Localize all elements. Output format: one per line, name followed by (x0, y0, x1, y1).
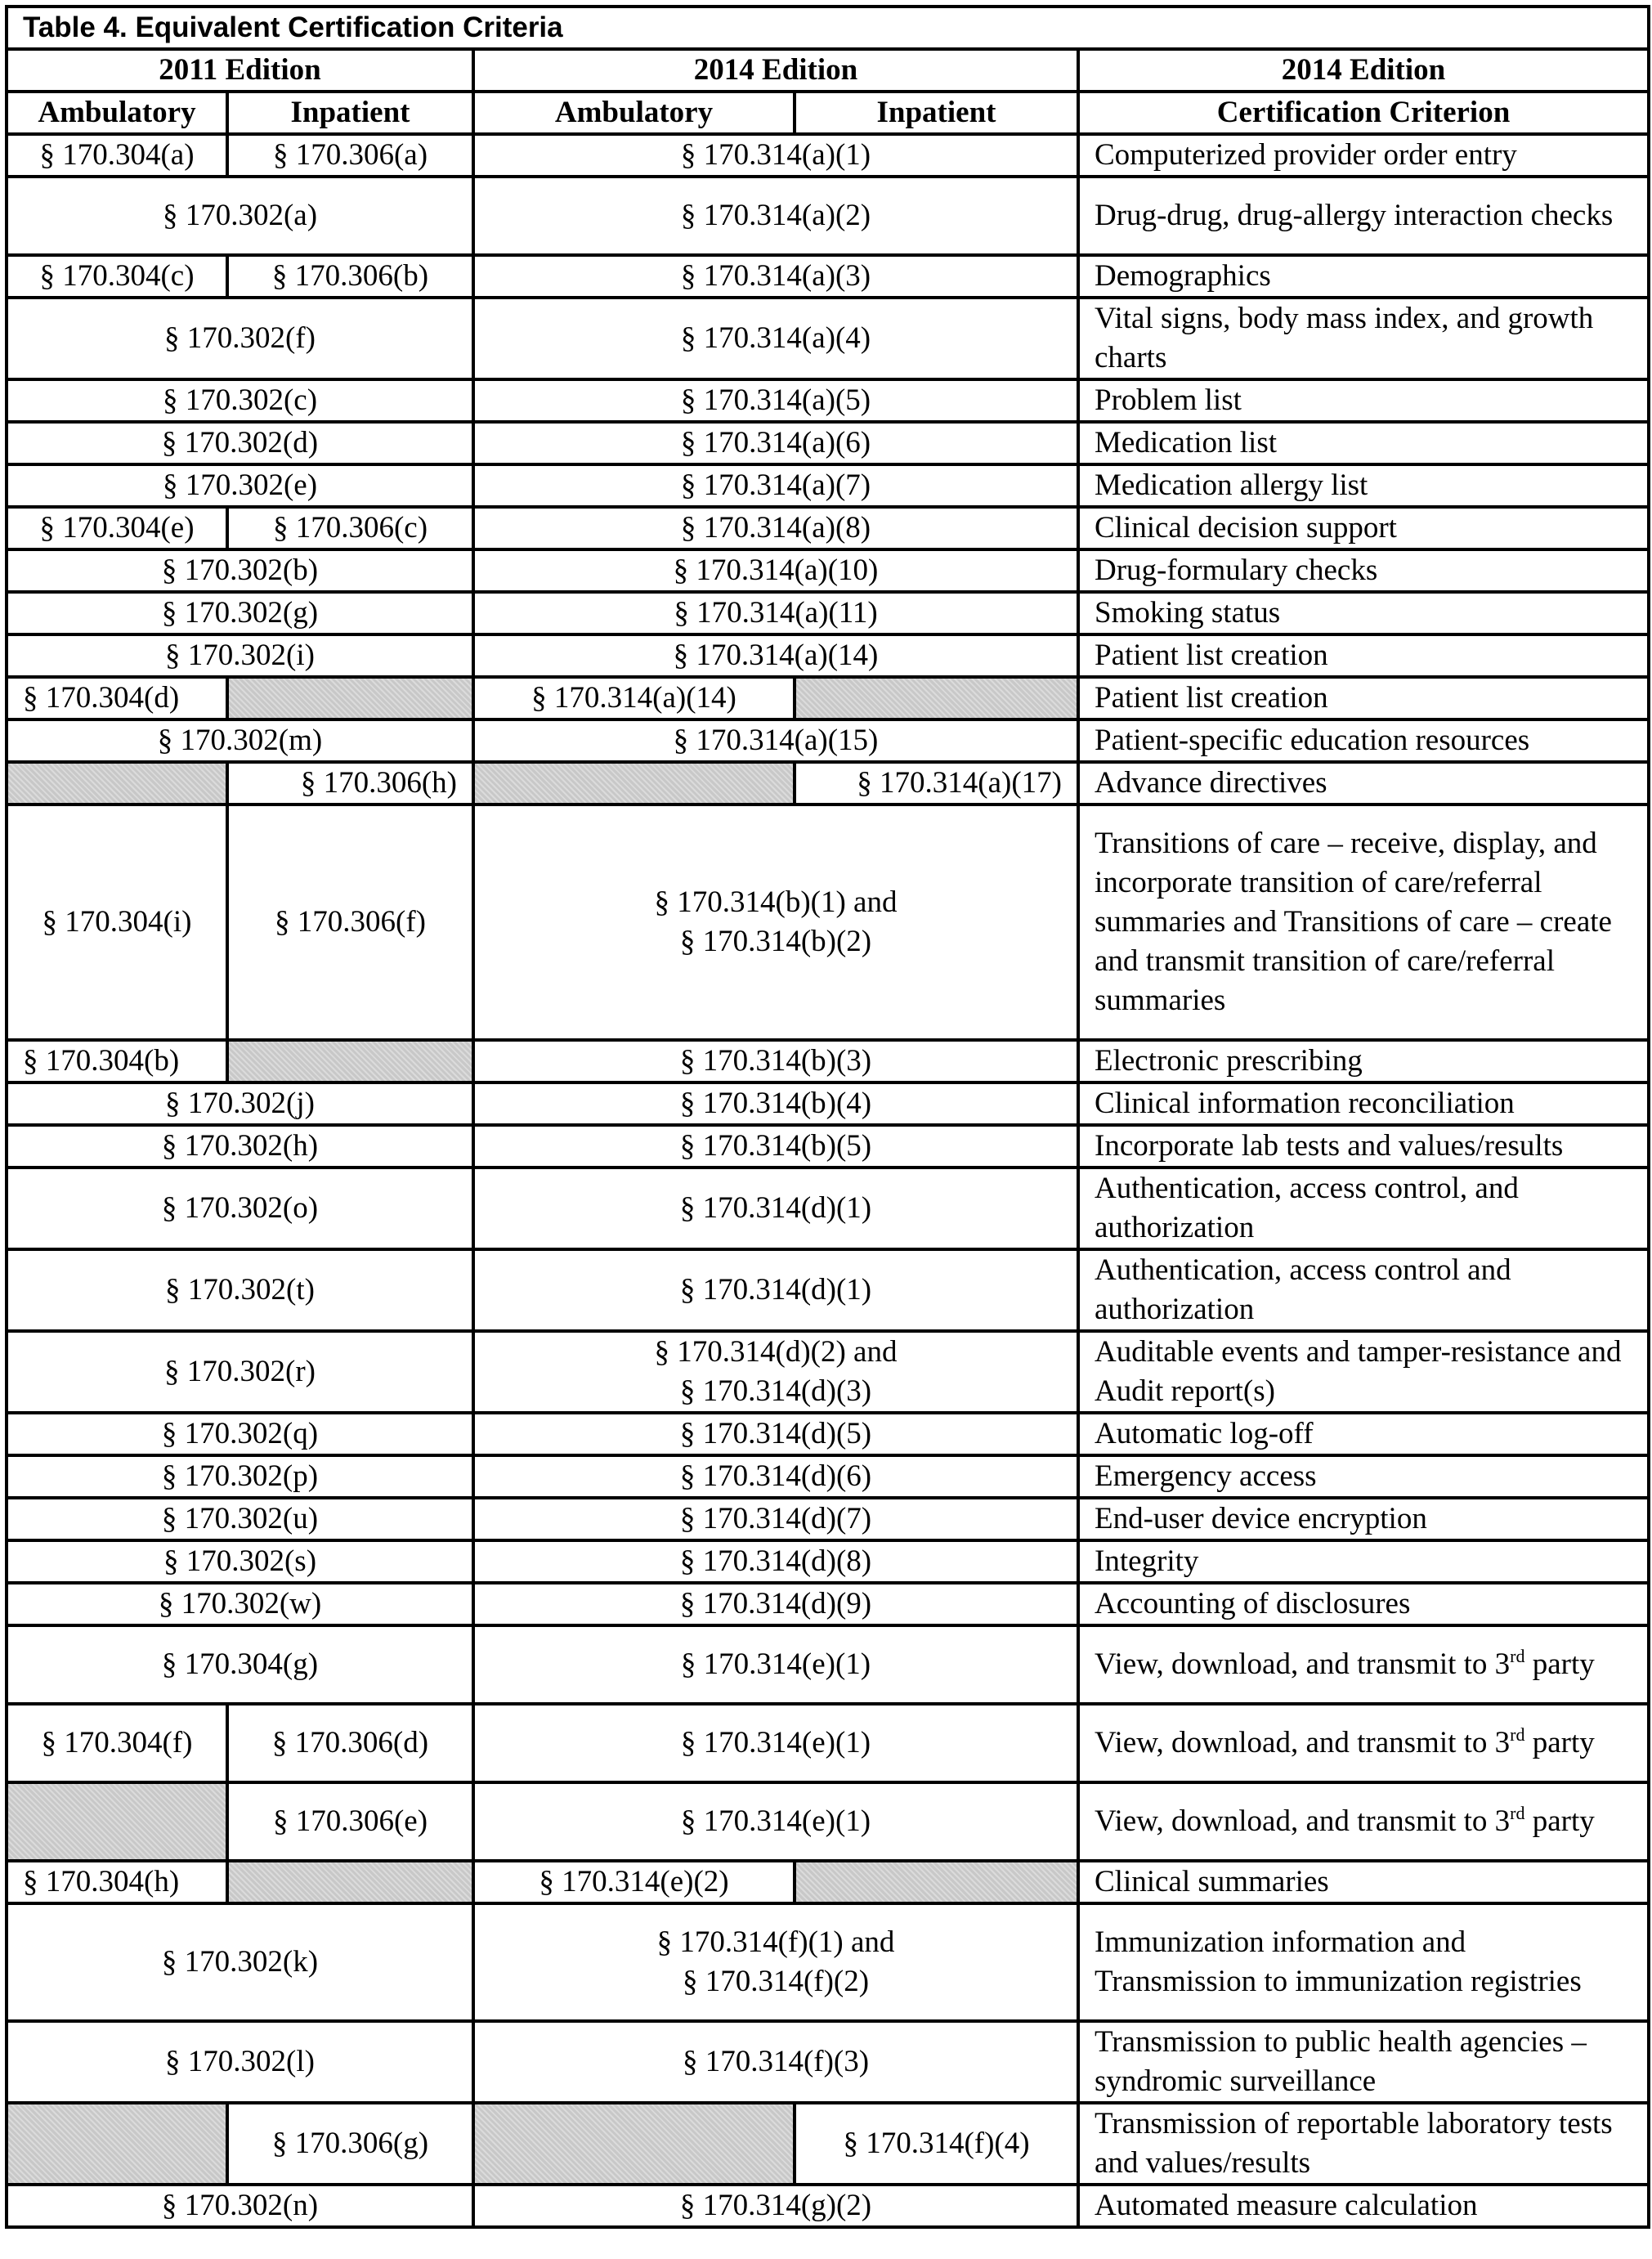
cell-2014-line-2: § 170.314(b)(2) (679, 925, 872, 958)
table-row (7, 1168, 1649, 1249)
cell-2014-edition: § 170.314(a)(11) (473, 592, 1078, 634)
table-row (7, 379, 1649, 422)
cell-criterion: Medication list (1078, 422, 1649, 464)
cell-criterion: Patient list creation (1078, 634, 1649, 677)
cell-2011-edition: § 170.302(r) (7, 1331, 473, 1413)
cell-2011-ambulatory: § 170.304(f) (7, 1704, 227, 1782)
cell-criterion: Electronic prescribing (1078, 1040, 1649, 1082)
cell-2011-edition: § 170.302(s) (7, 1540, 473, 1583)
criterion-superscript: rd (1510, 1646, 1525, 1666)
cell-2011-edition: § 170.302(t) (7, 1249, 473, 1331)
cell-2014-edition: § 170.314(a)(10) (473, 549, 1078, 592)
cell-2014-ambulatory: § 170.314(e)(2) (473, 1861, 795, 1903)
cell-2011-inpatient: § 170.306(f) (227, 805, 473, 1040)
cell-2014-edition: § 170.314(d)(7) (473, 1498, 1078, 1540)
cell-criterion: Auditable events and tamper-resistance and Audit report(s) (1078, 1331, 1649, 1413)
table-row (7, 549, 1649, 592)
criterion-superscript: rd (1510, 1803, 1525, 1823)
cell-criterion: Demographics (1078, 255, 1649, 298)
table-row (7, 1331, 1649, 1413)
cell-criterion: Drug-drug, drug-allergy interaction checks (1078, 177, 1649, 255)
cell-2014-edition (473, 1903, 1078, 2021)
cell-criterion: Incorporate lab tests and values/results (1078, 1125, 1649, 1168)
shaded-cell (227, 677, 473, 719)
cell-criterion: Authentication, access control, and authorization (1078, 1168, 1649, 1249)
cell-2014-inpatient: § 170.314(f)(4) (795, 2103, 1078, 2185)
cell-criterion: Problem list (1078, 379, 1649, 422)
table-row (7, 1903, 1649, 2021)
cell-2011-edition: § 170.302(o) (7, 1168, 473, 1249)
table-row (7, 507, 1649, 549)
cell-2011-inpatient: § 170.306(c) (227, 507, 473, 549)
header-row-editions (7, 49, 1649, 92)
cell-2011-edition: § 170.302(l) (7, 2021, 473, 2103)
cell-criterion: Immunization information and Transmission to immunization registries (1078, 1903, 1649, 2021)
criterion-superscript: rd (1510, 1724, 1525, 1745)
cell-2014-line-1: § 170.314(d)(2) and (654, 1335, 898, 1369)
table-row (7, 677, 1649, 719)
cell-2014-edition: § 170.314(a)(15) (473, 719, 1078, 762)
cell-2014-edition (473, 805, 1078, 1040)
table-row (7, 1625, 1649, 1704)
cell-2011-edition: § 170.302(j) (7, 1082, 473, 1125)
header-2011-inpatient: Inpatient (227, 92, 473, 134)
shaded-cell (227, 1861, 473, 1903)
table-row (7, 177, 1649, 255)
table-row (7, 2103, 1649, 2185)
cell-2011-ambulatory: § 170.304(e) (7, 507, 227, 549)
cell-2014-edition: § 170.314(d)(1) (473, 1168, 1078, 1249)
table-row (7, 1455, 1649, 1498)
cell-2011-edition: § 170.302(a) (7, 177, 473, 255)
shaded-cell (795, 1861, 1078, 1903)
table-row (7, 1249, 1649, 1331)
cell-2014-edition: § 170.314(a)(5) (473, 379, 1078, 422)
cell-criterion: Automatic log-off (1078, 1413, 1649, 1455)
cell-2011-inpatient: § 170.306(g) (227, 2103, 473, 2185)
cell-2014-edition: § 170.314(e)(1) (473, 1782, 1078, 1861)
cell-2011-edition: § 170.302(f) (7, 298, 473, 379)
cell-2014-edition (473, 1331, 1078, 1413)
header-row-settings (7, 92, 1649, 134)
header-certification-criterion: Certification Criterion (1078, 92, 1649, 134)
cell-2011-edition: § 170.302(e) (7, 464, 473, 507)
cell-2014-edition: § 170.314(d)(8) (473, 1540, 1078, 1583)
cell-2011-inpatient: § 170.306(e) (227, 1782, 473, 1861)
cell-criterion (1078, 1625, 1649, 1704)
cell-2011-inpatient: § 170.306(b) (227, 255, 473, 298)
table-row (7, 719, 1649, 762)
cell-2011-ambulatory: § 170.304(i) (7, 805, 227, 1040)
cell-2011-inpatient: § 170.306(h) (227, 762, 473, 805)
table-row (7, 634, 1649, 677)
cell-2011-edition: § 170.302(g) (7, 592, 473, 634)
table-title: Table 4. Equivalent Certification Criteria (7, 7, 1649, 49)
cell-2011-edition: § 170.302(b) (7, 549, 473, 592)
cell-2011-edition: § 170.302(k) (7, 1903, 473, 2021)
cell-2014-edition: § 170.314(a)(6) (473, 422, 1078, 464)
table-row (7, 1540, 1649, 1583)
shaded-cell (7, 762, 227, 805)
header-2014-inpatient: Inpatient (795, 92, 1078, 134)
shaded-cell (7, 2103, 227, 2185)
cell-2014-ambulatory: § 170.314(a)(14) (473, 677, 795, 719)
cell-criterion: Patient list creation (1078, 677, 1649, 719)
cell-criterion: Drug-formulary checks (1078, 549, 1649, 592)
table-row (7, 1782, 1649, 1861)
header-2011-edition: 2011 Edition (7, 49, 473, 92)
cell-criterion: Transmission to public health agencies – syndromic surveillance (1078, 2021, 1649, 2103)
shaded-cell (473, 762, 795, 805)
cell-2011-ambulatory: § 170.304(d) (7, 677, 227, 719)
table-row (7, 422, 1649, 464)
cell-criterion: Clinical information reconciliation (1078, 1082, 1649, 1125)
header-2014-edition: 2014 Edition (473, 49, 1078, 92)
cell-2014-edition: § 170.314(a)(7) (473, 464, 1078, 507)
cell-criterion: Transitions of care – receive, display, and incorporate transition of care/referral summaries and Transitions of care – create and transmit transition of care/referral summaries (1078, 805, 1649, 1040)
cell-2011-inpatient: § 170.306(d) (227, 1704, 473, 1782)
table-row (7, 1413, 1649, 1455)
cell-2014-line-2: § 170.314(f)(2) (682, 1965, 870, 1998)
cell-2014-edition: § 170.314(a)(4) (473, 298, 1078, 379)
cell-2011-edition: § 170.302(c) (7, 379, 473, 422)
table-row (7, 1861, 1649, 1903)
cell-2014-edition: § 170.314(d)(6) (473, 1455, 1078, 1498)
table-row (7, 1583, 1649, 1625)
criterion-text: View, download, and transmit to 3 (1095, 1804, 1511, 1838)
table-row (7, 2185, 1649, 2227)
cell-2014-edition: § 170.314(a)(1) (473, 134, 1078, 177)
cell-criterion: Computerized provider order entry (1078, 134, 1649, 177)
criterion-text: View, download, and transmit to 3 (1095, 1726, 1511, 1759)
header-2014-ambulatory: Ambulatory (473, 92, 795, 134)
cell-2014-edition: § 170.314(d)(9) (473, 1583, 1078, 1625)
cell-2011-inpatient: § 170.306(a) (227, 134, 473, 177)
cell-2011-ambulatory: § 170.304(c) (7, 255, 227, 298)
cell-2011-edition: § 170.302(n) (7, 2185, 473, 2227)
cell-2014-edition: § 170.314(b)(4) (473, 1082, 1078, 1125)
cell-criterion: Integrity (1078, 1540, 1649, 1583)
table-row (7, 2021, 1649, 2103)
table-caption-row (7, 7, 1649, 49)
cell-2014-edition: § 170.314(a)(14) (473, 634, 1078, 677)
table-row (7, 298, 1649, 379)
table-row (7, 464, 1649, 507)
cell-criterion: Advance directives (1078, 762, 1649, 805)
shaded-cell (7, 1782, 227, 1861)
cell-2014-edition: § 170.314(d)(5) (473, 1413, 1078, 1455)
cell-criterion: Patient-specific education resources (1078, 719, 1649, 762)
cell-criterion: Smoking status (1078, 592, 1649, 634)
cell-criterion: Accounting of disclosures (1078, 1583, 1649, 1625)
criterion-text-continued: party (1524, 1647, 1595, 1681)
cell-2011-edition: § 170.302(p) (7, 1455, 473, 1498)
cell-criterion: Clinical decision support (1078, 507, 1649, 549)
cell-2014-inpatient: § 170.314(a)(17) (795, 762, 1078, 805)
cell-criterion: Automated measure calculation (1078, 2185, 1649, 2227)
criterion-text-continued: party (1524, 1804, 1595, 1838)
shaded-cell (795, 677, 1078, 719)
table-row (7, 134, 1649, 177)
table-row (7, 805, 1649, 1040)
cell-2014-edition: § 170.314(a)(3) (473, 255, 1078, 298)
cell-2014-edition: § 170.314(a)(2) (473, 177, 1078, 255)
cell-criterion: End-user device encryption (1078, 1498, 1649, 1540)
cell-criterion: Emergency access (1078, 1455, 1649, 1498)
table-row (7, 1040, 1649, 1082)
cell-criterion (1078, 1782, 1649, 1861)
cell-2011-edition: § 170.302(w) (7, 1583, 473, 1625)
cell-2014-edition: § 170.314(e)(1) (473, 1704, 1078, 1782)
cell-criterion: Authentication, access control and authorization (1078, 1249, 1649, 1331)
cell-criterion: Medication allergy list (1078, 464, 1649, 507)
cell-criterion: Clinical summaries (1078, 1861, 1649, 1903)
shaded-cell (473, 2103, 795, 2185)
table-row (7, 1498, 1649, 1540)
table-row (7, 762, 1649, 805)
cell-2011-edition: § 170.302(m) (7, 719, 473, 762)
cell-2014-line-2: § 170.314(d)(3) (679, 1374, 872, 1408)
criterion-text: View, download, and transmit to 3 (1095, 1647, 1511, 1681)
equivalent-certification-criteria-table (5, 5, 1650, 2229)
table-row (7, 1704, 1649, 1782)
cell-2014-edition: § 170.314(b)(3) (473, 1040, 1078, 1082)
cell-2014-edition: § 170.314(e)(1) (473, 1625, 1078, 1704)
cell-2014-line-1: § 170.314(b)(1) and (654, 885, 898, 919)
cell-2014-edition: § 170.314(a)(8) (473, 507, 1078, 549)
cell-criterion: Transmission of reportable laboratory tests and values/results (1078, 2103, 1649, 2185)
cell-criterion: Vital signs, body mass index, and growth charts (1078, 298, 1649, 379)
cell-2011-edition: § 170.304(g) (7, 1625, 473, 1704)
table-row (7, 1125, 1649, 1168)
cell-2014-edition: § 170.314(g)(2) (473, 2185, 1078, 2227)
cell-2014-edition: § 170.314(f)(3) (473, 2021, 1078, 2103)
cell-2011-ambulatory: § 170.304(h) (7, 1861, 227, 1903)
cell-2014-edition: § 170.314(b)(5) (473, 1125, 1078, 1168)
header-2011-ambulatory: Ambulatory (7, 92, 227, 134)
criterion-text-continued: party (1524, 1726, 1595, 1759)
table-row (7, 1082, 1649, 1125)
shaded-cell (227, 1040, 473, 1082)
cell-2011-edition: § 170.302(h) (7, 1125, 473, 1168)
cell-2011-ambulatory: § 170.304(a) (7, 134, 227, 177)
table-row (7, 592, 1649, 634)
cell-2011-edition: § 170.302(i) (7, 634, 473, 677)
cell-2011-edition: § 170.302(q) (7, 1413, 473, 1455)
cell-2011-edition: § 170.302(d) (7, 422, 473, 464)
cell-2011-edition: § 170.302(u) (7, 1498, 473, 1540)
table-row (7, 255, 1649, 298)
cell-2014-edition: § 170.314(d)(1) (473, 1249, 1078, 1331)
cell-2014-line-1: § 170.314(f)(1) and (656, 1925, 895, 1959)
cell-2011-ambulatory: § 170.304(b) (7, 1040, 227, 1082)
header-2014-edition-criterion: 2014 Edition (1078, 49, 1649, 92)
cell-criterion (1078, 1704, 1649, 1782)
